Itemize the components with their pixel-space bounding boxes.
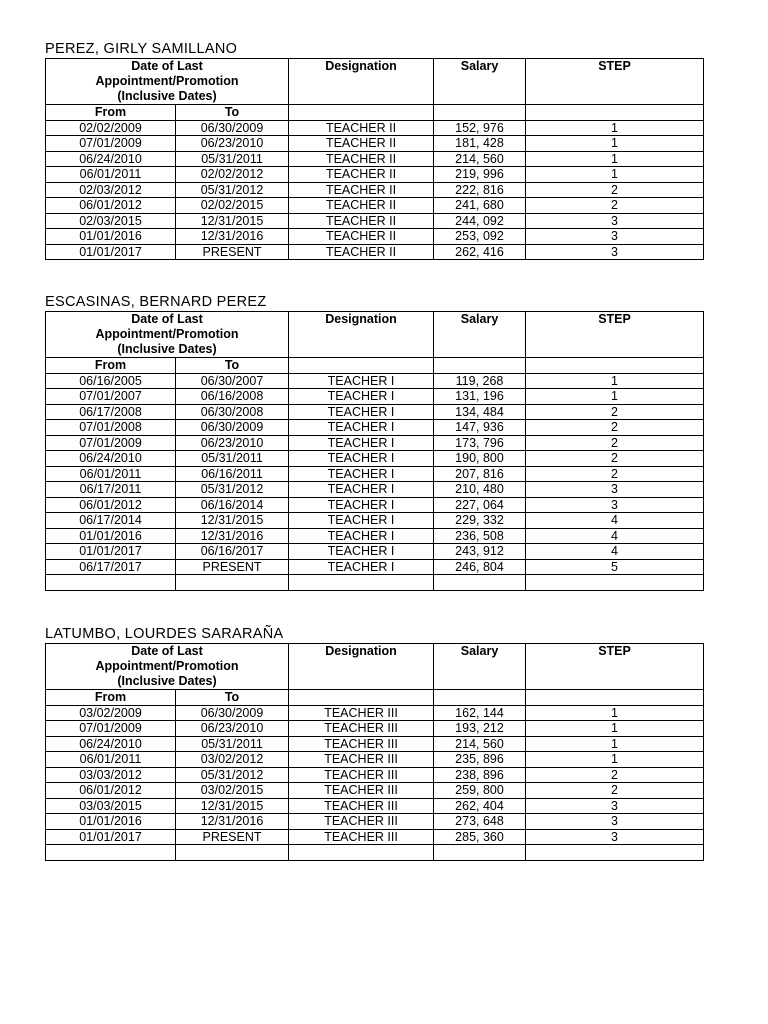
date-of-last-appointment-header — [46, 59, 289, 105]
blank-row — [46, 575, 704, 591]
salary-cell: 193, 212 — [434, 721, 526, 737]
empty-cell — [526, 575, 704, 591]
step-cell: 1 — [526, 705, 704, 721]
designation-cell: TEACHER II — [289, 229, 434, 245]
designation-cell: TEACHER II — [289, 244, 434, 260]
step-cell: 4 — [526, 513, 704, 529]
to-cell: 05/31/2011 — [176, 151, 289, 167]
salary-header: Salary — [434, 312, 526, 358]
to-header: To — [176, 690, 289, 706]
table-row — [46, 151, 704, 167]
salary-cell: 131, 196 — [434, 389, 526, 405]
table-header-row — [46, 59, 704, 105]
salary-header: Salary — [434, 644, 526, 690]
empty-cell — [434, 575, 526, 591]
step-cell: 4 — [526, 544, 704, 560]
empty-cell — [526, 690, 704, 706]
table-row — [46, 136, 704, 152]
empty-cell — [289, 358, 434, 374]
step-cell: 1 — [526, 151, 704, 167]
to-cell: 06/30/2007 — [176, 373, 289, 389]
table-row — [46, 404, 704, 420]
empty-cell — [289, 105, 434, 121]
date-of-last-appointment-header — [46, 312, 289, 358]
to-cell: 06/16/2008 — [176, 389, 289, 405]
designation-header: Designation — [289, 312, 434, 358]
from-cell: 02/02/2009 — [46, 120, 176, 136]
from-cell: 06/16/2005 — [46, 373, 176, 389]
table-subheader-row — [46, 105, 704, 121]
salary-cell: 162, 144 — [434, 705, 526, 721]
table-row — [46, 736, 704, 752]
from-cell: 07/01/2008 — [46, 420, 176, 436]
from-cell: 06/17/2014 — [46, 513, 176, 529]
step-cell: 1 — [526, 721, 704, 737]
empty-cell — [526, 358, 704, 374]
table-row — [46, 213, 704, 229]
step-cell: 1 — [526, 136, 704, 152]
from-cell: 06/01/2011 — [46, 752, 176, 768]
to-cell: 06/23/2010 — [176, 435, 289, 451]
from-cell: 01/01/2017 — [46, 829, 176, 845]
salary-cell: 222, 816 — [434, 182, 526, 198]
step-cell: 3 — [526, 497, 704, 513]
table-row — [46, 721, 704, 737]
step-cell: 2 — [526, 420, 704, 436]
designation-cell: TEACHER I — [289, 404, 434, 420]
salary-cell: 235, 896 — [434, 752, 526, 768]
from-cell: 01/01/2016 — [46, 814, 176, 830]
table-row — [46, 198, 704, 214]
to-cell: 03/02/2012 — [176, 752, 289, 768]
from-cell: 06/24/2010 — [46, 451, 176, 467]
from-cell: 01/01/2017 — [46, 244, 176, 260]
designation-cell: TEACHER I — [289, 544, 434, 560]
salary-cell: 227, 064 — [434, 497, 526, 513]
designation-cell: TEACHER I — [289, 528, 434, 544]
designation-cell: TEACHER III — [289, 767, 434, 783]
employee-name: LATUMBO, LOURDES SARARAÑA — [45, 626, 284, 642]
designation-cell: TEACHER II — [289, 136, 434, 152]
to-cell: 12/31/2016 — [176, 528, 289, 544]
designation-cell: TEACHER I — [289, 466, 434, 482]
from-cell: 06/01/2011 — [46, 167, 176, 183]
step-cell: 2 — [526, 404, 704, 420]
step-cell: 3 — [526, 482, 704, 498]
designation-cell: TEACHER I — [289, 482, 434, 498]
salary-cell: 262, 404 — [434, 798, 526, 814]
step-cell: 1 — [526, 373, 704, 389]
to-cell: 12/31/2016 — [176, 814, 289, 830]
employee-section — [45, 40, 703, 260]
step-header: STEP — [526, 59, 704, 105]
from-cell: 03/03/2012 — [46, 767, 176, 783]
table-row — [46, 182, 704, 198]
header-date-line2: Appointment/Promotion — [95, 327, 239, 341]
to-cell: 06/16/2011 — [176, 466, 289, 482]
salary-cell: 181, 428 — [434, 136, 526, 152]
salary-cell: 147, 936 — [434, 420, 526, 436]
to-cell: 12/31/2015 — [176, 513, 289, 529]
to-cell: 06/23/2010 — [176, 136, 289, 152]
salary-cell: 134, 484 — [434, 404, 526, 420]
to-cell: PRESENT — [176, 829, 289, 845]
designation-cell: TEACHER II — [289, 182, 434, 198]
step-cell: 4 — [526, 528, 704, 544]
salary-cell: 214, 560 — [434, 151, 526, 167]
table-row — [46, 829, 704, 845]
table-row — [46, 513, 704, 529]
employee-section — [45, 293, 703, 591]
designation-cell: TEACHER III — [289, 814, 434, 830]
from-cell: 06/01/2012 — [46, 497, 176, 513]
salary-cell: 285, 360 — [434, 829, 526, 845]
table-row — [46, 373, 704, 389]
step-cell: 1 — [526, 736, 704, 752]
step-cell: 2 — [526, 466, 704, 482]
to-cell: 12/31/2015 — [176, 798, 289, 814]
designation-cell: TEACHER II — [289, 167, 434, 183]
table-row — [46, 752, 704, 768]
table-row — [46, 466, 704, 482]
header-date-line2: Appointment/Promotion — [95, 74, 239, 88]
empty-cell — [434, 358, 526, 374]
header-date-line1: Date of Last — [131, 312, 203, 326]
salary-cell: 210, 480 — [434, 482, 526, 498]
table-row — [46, 451, 704, 467]
to-cell: 12/31/2015 — [176, 213, 289, 229]
table-row — [46, 528, 704, 544]
table-row — [46, 783, 704, 799]
service-record-table — [45, 311, 704, 591]
empty-cell — [289, 845, 434, 861]
salary-cell: 236, 508 — [434, 528, 526, 544]
to-cell: 06/16/2014 — [176, 497, 289, 513]
to-cell: 05/31/2012 — [176, 767, 289, 783]
to-header: To — [176, 358, 289, 374]
step-cell: 3 — [526, 829, 704, 845]
header-date-line2: Appointment/Promotion — [95, 659, 239, 673]
from-cell: 06/17/2008 — [46, 404, 176, 420]
table-row — [46, 482, 704, 498]
table-row — [46, 767, 704, 783]
to-cell: 06/30/2008 — [176, 404, 289, 420]
from-cell: 06/01/2011 — [46, 466, 176, 482]
from-cell: 01/01/2016 — [46, 528, 176, 544]
from-cell: 03/03/2015 — [46, 798, 176, 814]
step-header: STEP — [526, 312, 704, 358]
to-cell: 06/30/2009 — [176, 420, 289, 436]
salary-cell: 244, 092 — [434, 213, 526, 229]
designation-cell: TEACHER II — [289, 198, 434, 214]
step-cell: 2 — [526, 783, 704, 799]
header-date-line3: (Inclusive Dates) — [117, 89, 217, 103]
step-cell: 3 — [526, 244, 704, 260]
designation-cell: TEACHER II — [289, 151, 434, 167]
table-subheader-row — [46, 690, 704, 706]
designation-header: Designation — [289, 644, 434, 690]
to-cell: PRESENT — [176, 559, 289, 575]
employee-name: PEREZ, GIRLY SAMILLANO — [45, 41, 238, 57]
table-row — [46, 544, 704, 560]
table-row — [46, 798, 704, 814]
empty-cell — [289, 575, 434, 591]
table-header-row — [46, 312, 704, 358]
from-header: From — [46, 105, 176, 121]
from-cell: 06/01/2012 — [46, 783, 176, 799]
step-cell: 2 — [526, 767, 704, 783]
table-row — [46, 814, 704, 830]
from-cell: 02/03/2012 — [46, 182, 176, 198]
employee-name: ESCASINAS, BERNARD PEREZ — [45, 294, 267, 310]
table-row — [46, 435, 704, 451]
from-cell: 03/02/2009 — [46, 705, 176, 721]
designation-cell: TEACHER III — [289, 721, 434, 737]
table-body — [46, 120, 704, 260]
empty-cell — [46, 845, 176, 861]
from-cell: 06/17/2017 — [46, 559, 176, 575]
from-header: From — [46, 358, 176, 374]
to-cell: 05/31/2011 — [176, 451, 289, 467]
table-row — [46, 389, 704, 405]
table-row — [46, 420, 704, 436]
step-cell: 3 — [526, 814, 704, 830]
empty-cell — [46, 575, 176, 591]
designation-cell: TEACHER I — [289, 373, 434, 389]
table-row — [46, 120, 704, 136]
table-row — [46, 229, 704, 245]
salary-cell: 246, 804 — [434, 559, 526, 575]
designation-cell: TEACHER III — [289, 798, 434, 814]
step-cell: 2 — [526, 182, 704, 198]
salary-cell: 190, 800 — [434, 451, 526, 467]
to-cell: 05/31/2012 — [176, 182, 289, 198]
designation-cell: TEACHER III — [289, 736, 434, 752]
designation-cell: TEACHER II — [289, 120, 434, 136]
table-row — [46, 167, 704, 183]
step-cell: 3 — [526, 798, 704, 814]
designation-cell: TEACHER I — [289, 435, 434, 451]
table-row — [46, 497, 704, 513]
designation-cell: TEACHER II — [289, 213, 434, 229]
salary-header: Salary — [434, 59, 526, 105]
step-cell: 3 — [526, 229, 704, 245]
blank-row — [46, 845, 704, 861]
from-cell: 07/01/2009 — [46, 435, 176, 451]
to-cell: 06/23/2010 — [176, 721, 289, 737]
salary-cell: 273, 648 — [434, 814, 526, 830]
salary-cell: 207, 816 — [434, 466, 526, 482]
to-cell: 06/16/2017 — [176, 544, 289, 560]
designation-cell: TEACHER I — [289, 497, 434, 513]
service-record-table — [45, 58, 704, 260]
designation-cell: TEACHER III — [289, 752, 434, 768]
from-cell: 07/01/2007 — [46, 389, 176, 405]
table-body — [46, 705, 704, 860]
header-date-line1: Date of Last — [131, 644, 203, 658]
salary-cell: 152, 976 — [434, 120, 526, 136]
salary-cell: 119, 268 — [434, 373, 526, 389]
step-cell: 2 — [526, 451, 704, 467]
header-date-line3: (Inclusive Dates) — [117, 342, 217, 356]
salary-cell: 219, 996 — [434, 167, 526, 183]
table-subheader-row — [46, 358, 704, 374]
to-cell: 05/31/2011 — [176, 736, 289, 752]
date-of-last-appointment-header — [46, 644, 289, 690]
salary-cell: 173, 796 — [434, 435, 526, 451]
service-record-table — [45, 643, 704, 861]
salary-cell: 238, 896 — [434, 767, 526, 783]
salary-cell: 241, 680 — [434, 198, 526, 214]
step-cell: 1 — [526, 120, 704, 136]
step-cell: 1 — [526, 752, 704, 768]
salary-cell: 243, 912 — [434, 544, 526, 560]
salary-cell: 229, 332 — [434, 513, 526, 529]
designation-cell: TEACHER I — [289, 513, 434, 529]
table-row — [46, 559, 704, 575]
from-cell: 07/01/2009 — [46, 136, 176, 152]
table-row — [46, 244, 704, 260]
from-cell: 06/24/2010 — [46, 736, 176, 752]
designation-header: Designation — [289, 59, 434, 105]
from-cell: 02/03/2015 — [46, 213, 176, 229]
step-cell: 3 — [526, 213, 704, 229]
salary-cell: 259, 800 — [434, 783, 526, 799]
employee-section — [45, 625, 703, 861]
step-cell: 1 — [526, 389, 704, 405]
from-cell: 07/01/2009 — [46, 721, 176, 737]
step-header: STEP — [526, 644, 704, 690]
designation-cell: TEACHER I — [289, 389, 434, 405]
designation-cell: TEACHER I — [289, 420, 434, 436]
to-cell: 05/31/2012 — [176, 482, 289, 498]
empty-cell — [434, 690, 526, 706]
step-cell: 5 — [526, 559, 704, 575]
empty-cell — [289, 690, 434, 706]
designation-cell: TEACHER III — [289, 829, 434, 845]
to-cell: 03/02/2015 — [176, 783, 289, 799]
designation-cell: TEACHER I — [289, 559, 434, 575]
designation-cell: TEACHER I — [289, 451, 434, 467]
from-cell: 01/01/2016 — [46, 229, 176, 245]
header-date-line1: Date of Last — [131, 59, 203, 73]
step-cell: 2 — [526, 435, 704, 451]
designation-cell: TEACHER III — [289, 783, 434, 799]
table-body — [46, 373, 704, 590]
empty-cell — [434, 845, 526, 861]
to-cell: 06/30/2009 — [176, 120, 289, 136]
table-row — [46, 705, 704, 721]
to-cell: 06/30/2009 — [176, 705, 289, 721]
empty-cell — [526, 845, 704, 861]
from-cell: 06/17/2011 — [46, 482, 176, 498]
to-header: To — [176, 105, 289, 121]
empty-cell — [176, 845, 289, 861]
step-cell: 2 — [526, 198, 704, 214]
empty-cell — [176, 575, 289, 591]
salary-cell: 253, 092 — [434, 229, 526, 245]
salary-cell: 262, 416 — [434, 244, 526, 260]
from-cell: 06/24/2010 — [46, 151, 176, 167]
empty-cell — [434, 105, 526, 121]
empty-cell — [526, 105, 704, 121]
from-cell: 06/01/2012 — [46, 198, 176, 214]
from-header: From — [46, 690, 176, 706]
salary-cell: 214, 560 — [434, 736, 526, 752]
table-header-row — [46, 644, 704, 690]
designation-cell: TEACHER III — [289, 705, 434, 721]
to-cell: PRESENT — [176, 244, 289, 260]
to-cell: 12/31/2016 — [176, 229, 289, 245]
from-cell: 01/01/2017 — [46, 544, 176, 560]
to-cell: 02/02/2012 — [176, 167, 289, 183]
to-cell: 02/02/2015 — [176, 198, 289, 214]
header-date-line3: (Inclusive Dates) — [117, 674, 217, 688]
step-cell: 1 — [526, 167, 704, 183]
